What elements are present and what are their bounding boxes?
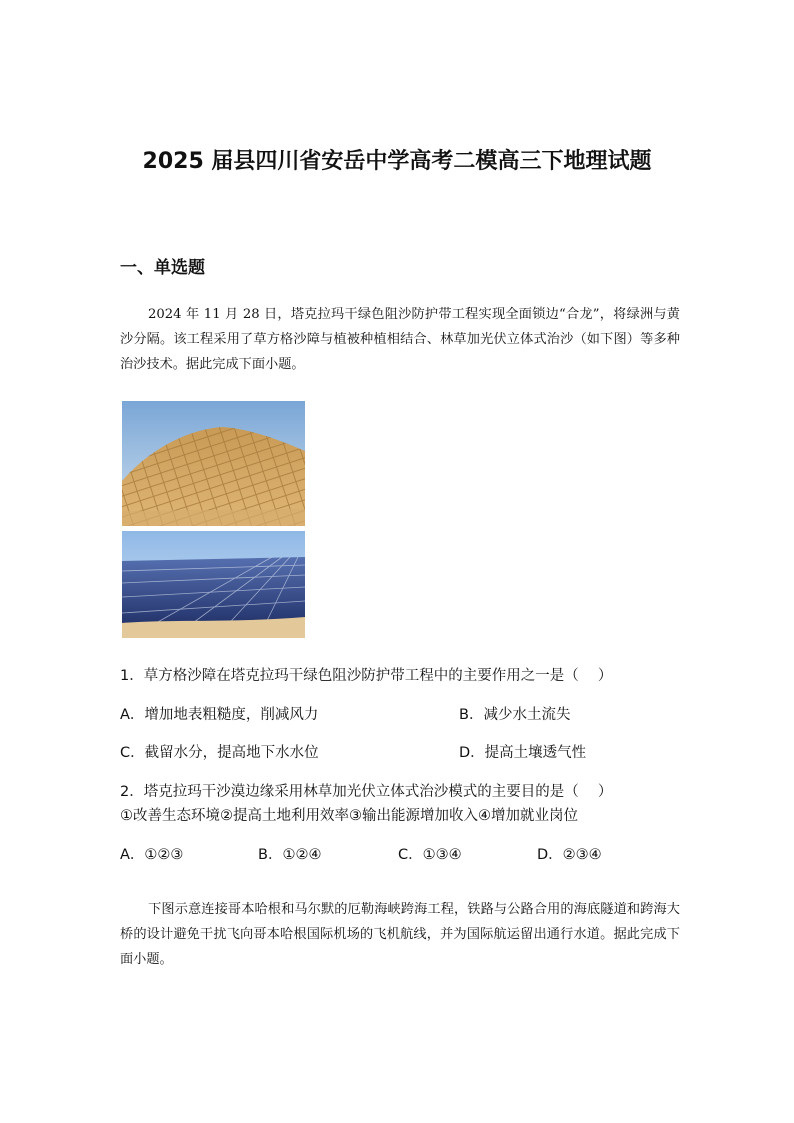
page-title: 2025 届县四川省安岳中学高考二模高三下地理试题 — [142, 149, 652, 174]
passage-2-text: 下图示意连接哥本哈根和马尔默的厄勒海峡跨海工程，铁路与公路合用的海底隧道和跨海大桥的设计避免干扰飞向哥本哈根国际机场的飞机航线，并为国际航运留出通行水道。据此完成下面小题。 — [120, 902, 680, 967]
q1-option-a[interactable]: A．增加地表粗糙度，削减风力 — [120, 707, 319, 723]
q2-option-a[interactable]: A．①②③ — [120, 847, 184, 863]
passage-1-text: 2024 年 11 月 28 日，塔克拉玛干绿色阻沙防护带工程实现全面锁边“合龙”，将绿洲与黄沙分隔。该工程采用了草方格沙障与植被种植相结合、林草加光伏立体式治沙（如下图）等多种治沙技术。据此完成下面小题。 — [120, 307, 680, 372]
section-heading: 一、单选题 — [120, 258, 205, 278]
solar-panel-photo — [122, 531, 305, 638]
passage-2 — [120, 897, 680, 972]
q2-option-d[interactable]: D．②③④ — [537, 847, 602, 863]
q1-option-b[interactable]: B．减少水土流失 — [459, 707, 571, 723]
question-2-items: ①改善生态环境②提高土地利用效率③输出能源增加收入④增加就业岗位 — [120, 808, 578, 824]
q2-option-c[interactable]: C．①③④ — [398, 847, 462, 863]
question-2-stem: 2．塔克拉玛干沙漠边缘采用林草加光伏立体式治沙模式的主要目的是（ ） — [120, 784, 613, 800]
passage-1 — [120, 302, 680, 377]
q2-option-b[interactable]: B．①②④ — [258, 847, 322, 863]
straw-checkerboard-photo — [122, 401, 305, 526]
q1-option-d[interactable]: D．提高土壤透气性 — [459, 745, 587, 761]
question-1-stem: 1．草方格沙障在塔克拉玛干绿色阻沙防护带工程中的主要作用之一是（ ） — [120, 668, 613, 684]
q1-option-c[interactable]: C．截留水分，提高地下水水位 — [120, 745, 319, 761]
